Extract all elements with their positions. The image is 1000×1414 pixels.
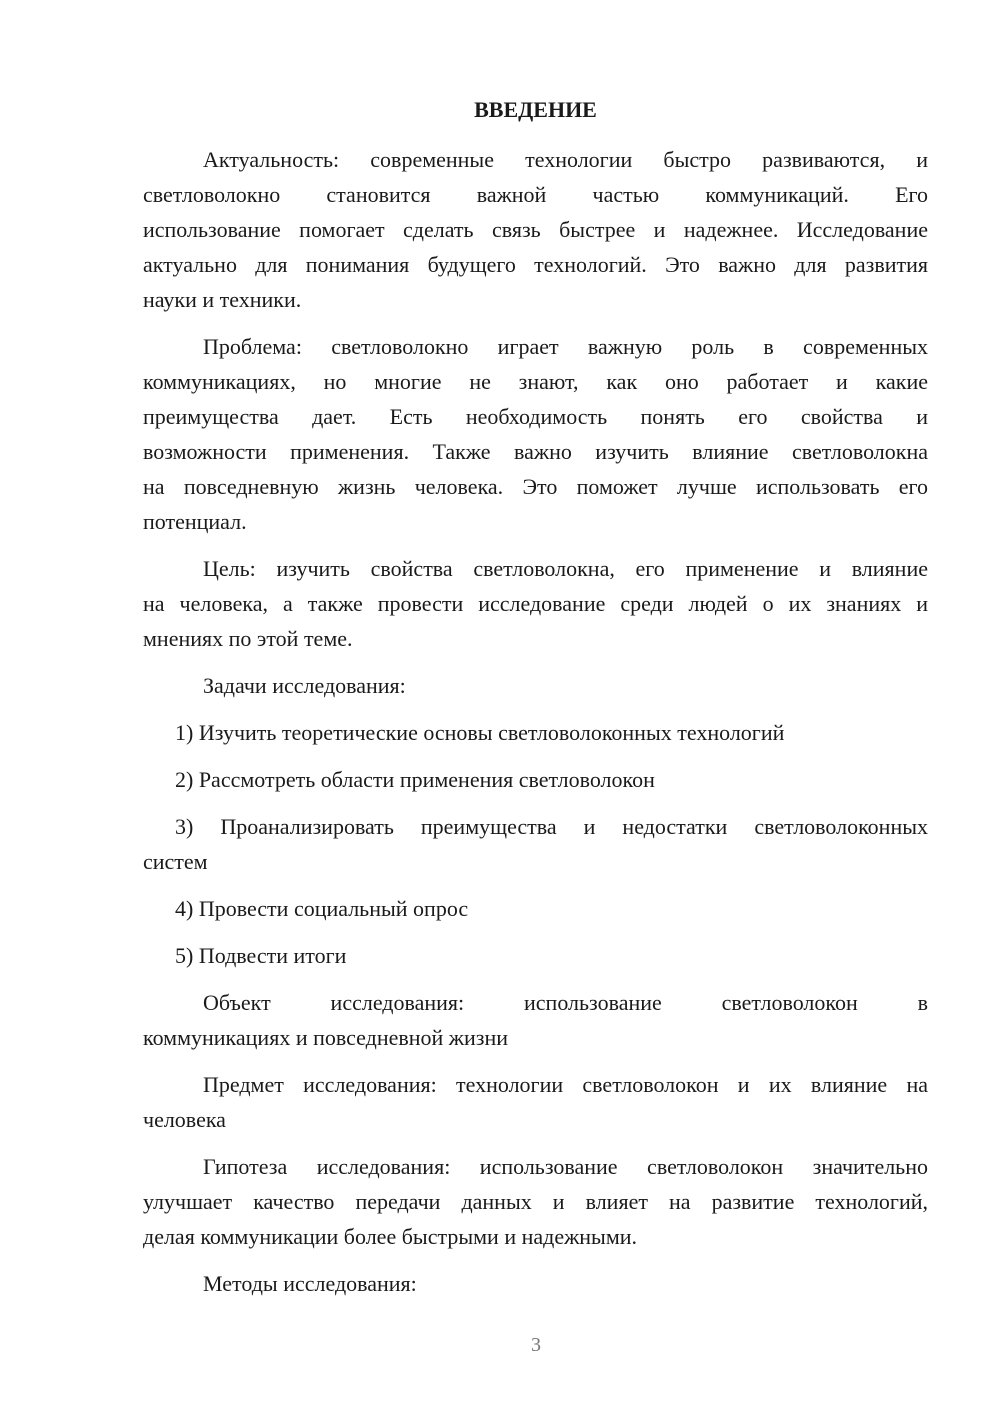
document-page	[143, 92, 928, 1313]
text-line: Цель: изучить свойства светловолокна, его применение и влияние	[203, 556, 928, 581]
paragraph	[143, 1149, 928, 1254]
text-line: Актуальность: современные технологии быстро развиваются, и	[203, 147, 928, 172]
text-line: науки и техники.	[143, 287, 302, 312]
paragraph	[143, 142, 928, 317]
paragraph	[143, 985, 928, 1055]
paragraph	[143, 329, 928, 539]
text-line: человека	[143, 1107, 226, 1132]
text-line: возможности применения. Также важно изучить влияние светловолокна	[143, 439, 928, 464]
text-line: Методы исследования:	[203, 1271, 417, 1296]
text-line: 4) Провести социальный опрос	[175, 896, 469, 921]
text-line: систем	[143, 849, 208, 874]
text-line: потенциал.	[143, 509, 247, 534]
text-line: Проблема: светловолокно играет важную роль в современных	[203, 334, 928, 359]
text-line: Задачи исследования:	[203, 673, 406, 698]
text-line: 3) Проанализировать преимущества и недостатки светловолоконных	[175, 814, 928, 839]
text-line: коммуникациях и повседневной жизни	[143, 1025, 509, 1050]
text-line: использование помогает сделать связь быстрее и надежнее. Исследование	[143, 217, 928, 242]
paragraph	[143, 668, 928, 703]
text-line: светловолокно становится важной частью коммуникаций. Его	[143, 182, 928, 207]
text-line: актуально для понимания будущего технологий. Это важно для развития	[143, 252, 928, 277]
paragraph	[143, 1067, 928, 1137]
paragraph	[143, 551, 928, 656]
list-item	[143, 809, 928, 879]
document-body	[143, 142, 928, 1301]
section-title: ВВЕДЕНИЕ	[474, 97, 597, 122]
text-line: Объект исследования: использование светловолокон в	[203, 990, 928, 1015]
text-line: Предмет исследования: технологии светловолокон и их влияние на	[203, 1072, 928, 1097]
list-item	[143, 715, 928, 750]
text-line: Гипотеза исследования: использование светловолокон значительно	[203, 1154, 928, 1179]
paragraph	[143, 1266, 928, 1301]
text-line: 1) Изучить теоретические основы светловолоконных технологий	[175, 720, 785, 745]
text-line: коммуникациях, но многие не знают, как оно работает и какие	[143, 369, 928, 394]
list-item	[143, 938, 928, 973]
list-item	[143, 762, 928, 797]
text-line: делая коммуникации более быстрыми и надежными.	[143, 1224, 638, 1249]
text-line: 5) Подвести итоги	[175, 943, 347, 968]
text-line: преимущества дает. Есть необходимость понять его свойства и	[143, 404, 928, 429]
text-line: мнениях по этой теме.	[143, 626, 353, 651]
text-line: улучшает качество передачи данных и влияет на развитие технологий,	[143, 1189, 928, 1214]
list-item	[143, 891, 928, 926]
text-line: на человека, а также провести исследование среди людей о их знаниях и	[143, 591, 928, 616]
text-line: на повседневную жизнь человека. Это поможет лучше использовать его	[143, 474, 928, 499]
text-line: 2) Рассмотреть области применения светловолокон	[175, 767, 655, 792]
page-number: 3	[531, 1334, 541, 1356]
